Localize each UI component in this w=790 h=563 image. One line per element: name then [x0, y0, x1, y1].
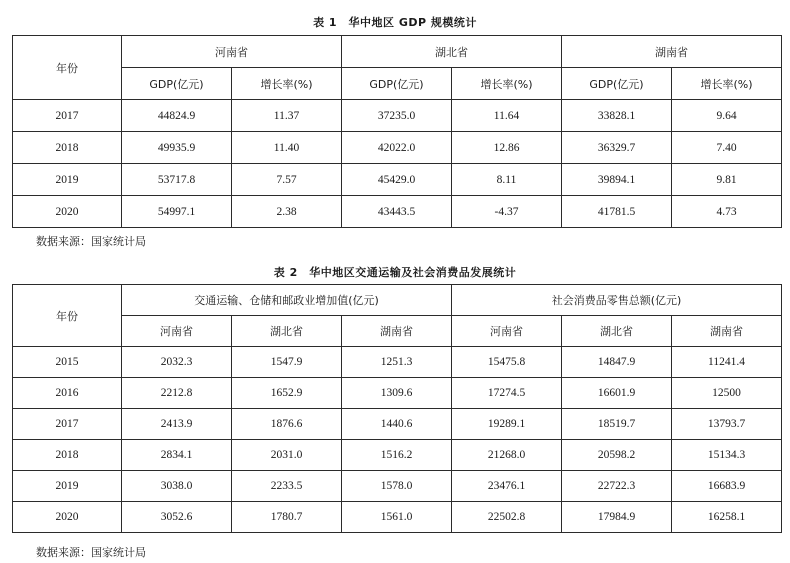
table-cell: 17274.5 [452, 378, 562, 409]
table-cell: 9.81 [672, 164, 782, 196]
year-cell: 2019 [13, 471, 122, 502]
table-cell: 33828.1 [562, 100, 672, 132]
table-cell: 1578.0 [342, 471, 452, 502]
table-cell: 15134.3 [672, 440, 782, 471]
table-cell: 4.73 [672, 196, 782, 228]
table-cell: 19289.1 [452, 409, 562, 440]
province-subheader: 湖南省 [342, 316, 452, 347]
year-header: 年份 [13, 36, 122, 100]
table-cell: 22722.3 [562, 471, 672, 502]
table-cell: 21268.0 [452, 440, 562, 471]
table-cell: 1652.9 [232, 378, 342, 409]
table-cell: 9.64 [672, 100, 782, 132]
province-subheader: 湖南省 [672, 316, 782, 347]
table-cell: 18519.7 [562, 409, 672, 440]
province-subheader: 湖北省 [232, 316, 342, 347]
table-cell: 2413.9 [122, 409, 232, 440]
table-cell: 1516.2 [342, 440, 452, 471]
table-cell: 2031.0 [232, 440, 342, 471]
gdp-subheader: GDP(亿元) [562, 68, 672, 100]
table-cell: 44824.9 [122, 100, 232, 132]
table-cell: 12500 [672, 378, 782, 409]
table-cell: 39894.1 [562, 164, 672, 196]
table-row [13, 347, 782, 378]
province-subheader: 河南省 [452, 316, 562, 347]
table-cell: 2233.5 [232, 471, 342, 502]
transport-consumption-table [12, 284, 782, 533]
table-cell: 22502.8 [452, 502, 562, 533]
table-cell: 7.40 [672, 132, 782, 164]
table-cell: -4.37 [452, 196, 562, 228]
year-cell: 2020 [13, 196, 122, 228]
transport-group-header: 交通运输、仓储和邮政业增加值(亿元) [122, 285, 452, 316]
table-cell: 20598.2 [562, 440, 672, 471]
table-cell: 1561.0 [342, 502, 452, 533]
table-row [13, 100, 782, 132]
province-header-henan: 河南省 [122, 36, 342, 68]
province-header-hunan: 湖南省 [562, 36, 782, 68]
table-cell: 14847.9 [562, 347, 672, 378]
gdp-subheader: GDP(亿元) [122, 68, 232, 100]
province-subheader: 湖北省 [562, 316, 672, 347]
gdp-table [12, 35, 782, 228]
growth-subheader: 增长率(%) [452, 68, 562, 100]
year-cell: 2018 [13, 132, 122, 164]
table-cell: 1251.3 [342, 347, 452, 378]
gdp-subheader: GDP(亿元) [342, 68, 452, 100]
table-cell: 53717.8 [122, 164, 232, 196]
table-cell: 1309.6 [342, 378, 452, 409]
table-cell: 1547.9 [232, 347, 342, 378]
year-cell: 2016 [13, 378, 122, 409]
table-cell: 49935.9 [122, 132, 232, 164]
table-cell: 23476.1 [452, 471, 562, 502]
province-header-hubei: 湖北省 [342, 36, 562, 68]
province-subheader: 河南省 [122, 316, 232, 347]
table-row [13, 502, 782, 533]
table-cell: 54997.1 [122, 196, 232, 228]
year-cell: 2017 [13, 100, 122, 132]
table-cell: 37235.0 [342, 100, 452, 132]
table1-caption: 表 1 华中地区 GDP 规模统计 [313, 16, 477, 29]
table2-source-note: 数据来源：国家统计局 [36, 546, 146, 559]
table-cell: 41781.5 [562, 196, 672, 228]
retail-group-header: 社会消费品零售总额(亿元) [452, 285, 782, 316]
year-header: 年份 [13, 285, 122, 347]
table-cell: 2834.1 [122, 440, 232, 471]
table-cell: 8.11 [452, 164, 562, 196]
year-cell: 2015 [13, 347, 122, 378]
table-cell: 2.38 [232, 196, 342, 228]
growth-subheader: 增长率(%) [232, 68, 342, 100]
table-cell: 43443.5 [342, 196, 452, 228]
table-row [13, 471, 782, 502]
table-cell: 36329.7 [562, 132, 672, 164]
table-cell: 1440.6 [342, 409, 452, 440]
table-cell: 16601.9 [562, 378, 672, 409]
year-cell: 2020 [13, 502, 122, 533]
table-row [13, 196, 782, 228]
table-cell: 2032.3 [122, 347, 232, 378]
table-cell: 11.64 [452, 100, 562, 132]
table-cell: 11241.4 [672, 347, 782, 378]
table-cell: 1780.7 [232, 502, 342, 533]
year-cell: 2018 [13, 440, 122, 471]
year-cell: 2017 [13, 409, 122, 440]
table-cell: 45429.0 [342, 164, 452, 196]
table-cell: 3052.6 [122, 502, 232, 533]
table-row [13, 409, 782, 440]
table-cell: 15475.8 [452, 347, 562, 378]
table-row [13, 440, 782, 471]
table-cell: 16258.1 [672, 502, 782, 533]
growth-subheader: 增长率(%) [672, 68, 782, 100]
table-cell: 2212.8 [122, 378, 232, 409]
table1-source-note: 数据来源：国家统计局 [36, 235, 146, 248]
table-cell: 17984.9 [562, 502, 672, 533]
table-cell: 3038.0 [122, 471, 232, 502]
table2-caption: 表 2 华中地区交通运输及社会消费品发展统计 [273, 266, 517, 279]
table-cell: 13793.7 [672, 409, 782, 440]
table-row [13, 164, 782, 196]
year-cell: 2019 [13, 164, 122, 196]
table-row [13, 132, 782, 164]
table-cell: 42022.0 [342, 132, 452, 164]
table-cell: 16683.9 [672, 471, 782, 502]
table-cell: 11.37 [232, 100, 342, 132]
table-cell: 7.57 [232, 164, 342, 196]
table-cell: 12.86 [452, 132, 562, 164]
table-cell: 11.40 [232, 132, 342, 164]
table-cell: 1876.6 [232, 409, 342, 440]
table-row [13, 378, 782, 409]
